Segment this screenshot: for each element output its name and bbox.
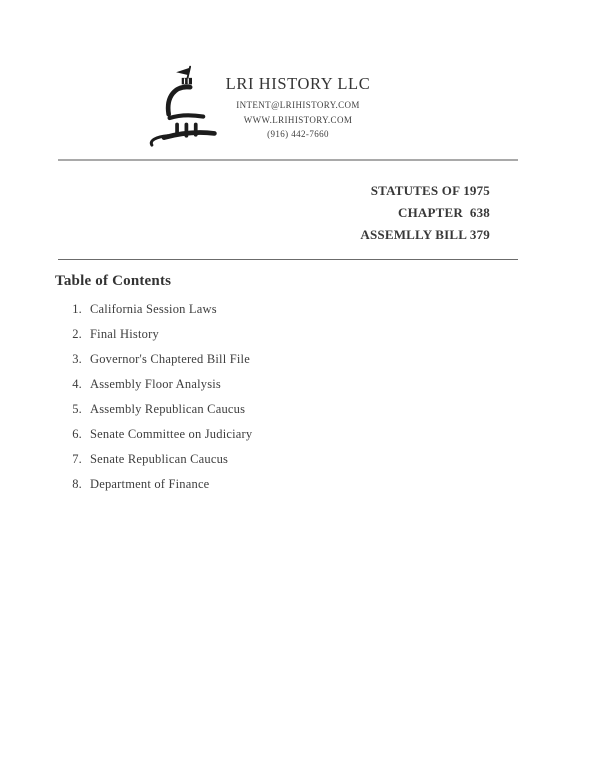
toc-item bbox=[66, 352, 466, 377]
toc-item-number: 1. bbox=[72, 302, 82, 316]
toc-item-label: Senate Republican Caucus bbox=[90, 452, 229, 466]
bill-line: ASSEMLLY BILL 379 bbox=[360, 227, 490, 242]
toc-item-label: Governor's Chaptered Bill File bbox=[90, 352, 250, 366]
toc-item bbox=[66, 477, 466, 502]
toc-item bbox=[66, 377, 466, 402]
toc-item-label: Department of Finance bbox=[90, 477, 210, 491]
horizontal-rule-top bbox=[58, 159, 518, 161]
toc-item bbox=[66, 302, 466, 327]
document-info-block bbox=[360, 180, 490, 246]
toc-item-label: Senate Committee on Judiciary bbox=[90, 427, 253, 441]
company-website: WWW.LRIHISTORY.COM bbox=[243, 114, 353, 125]
toc-item-number: 6. bbox=[72, 427, 82, 441]
company-name: LRI HISTORY LLC bbox=[225, 74, 371, 93]
toc-item-number: 4. bbox=[72, 377, 82, 391]
toc-item-number: 2. bbox=[72, 327, 82, 341]
toc-list bbox=[66, 302, 466, 502]
company-email: INTENT@LRIHISTORY.COM bbox=[236, 100, 360, 110]
toc-item-number: 5. bbox=[72, 402, 82, 416]
toc-item bbox=[66, 452, 466, 477]
toc-item-number: 8. bbox=[72, 477, 82, 491]
company-phone: (916) 442-7660 bbox=[267, 129, 329, 139]
toc-item-label: Assembly Republican Caucus bbox=[90, 402, 246, 416]
horizontal-rule-bottom bbox=[58, 259, 518, 260]
toc-item-number: 3. bbox=[72, 352, 82, 366]
letterhead bbox=[186, 74, 410, 144]
toc-item bbox=[66, 402, 466, 427]
toc-title: Table of Contents bbox=[55, 273, 172, 289]
statutes-line: STATUTES OF 1975 bbox=[370, 183, 490, 198]
toc-item bbox=[66, 327, 466, 352]
toc-item-label: California Session Laws bbox=[90, 302, 217, 316]
toc-item-number: 7. bbox=[72, 452, 82, 466]
toc-item-label: Assembly Floor Analysis bbox=[90, 377, 221, 391]
chapter-line: CHAPTER 638 bbox=[398, 205, 490, 220]
toc-item bbox=[66, 427, 466, 452]
toc-item-label: Final History bbox=[90, 327, 159, 341]
